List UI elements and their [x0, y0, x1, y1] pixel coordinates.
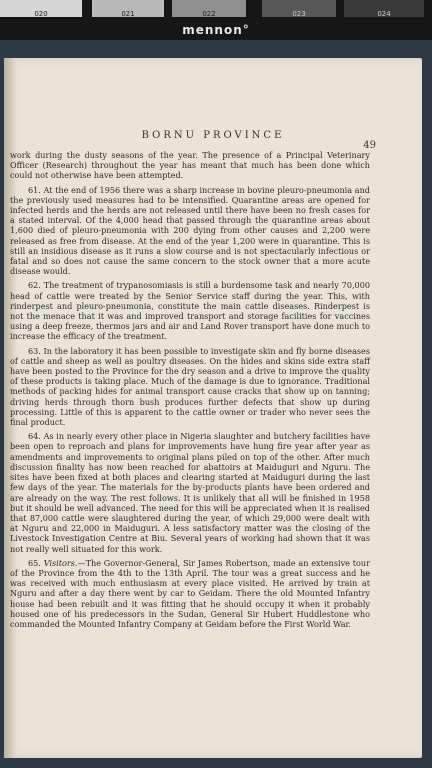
- body-text: [10, 150, 370, 633]
- paragraph-65: [10, 558, 370, 629]
- page-number: 49: [363, 140, 376, 151]
- swatch-label: 020: [34, 10, 48, 18]
- brand-logo: mennon°: [182, 23, 250, 37]
- page-header: BORNU PROVINCE: [141, 130, 285, 141]
- swatch-021: [92, 0, 164, 17]
- paragraph-62: 62. The treatment of trypanosomiasis is still a burdensome task and nearly 70,000 head of cattle were treated by the Senior Service staff during the year. This, with rinderpest and pleuro-pneumonia, constitute the main cattle diseases. Rinderpest is not the menace that it was and improved transport and storage facilities for vaccines using a deep freeze, thermos jars and air and Land Rover transport have done much to increase the efficacy of the treatment.: [10, 280, 370, 342]
- color-swatches: [0, 0, 432, 20]
- swatch-label: 023: [292, 10, 306, 18]
- paragraph-text: —The Governor-General, Sir James Robertson, made an extensive tour of the Province from the 4th to the 13th April. The tour was a great success and he was received with much enthusiasm at every place visited. He arrived by train at Nguru and after a day there went by car to Geidam. There the old Mounted Infantry house had been rebuilt and it was fitting that he should occupy it when it probably housed one of his predecessors in the Sudan, General Sir Hubert Huddlestone who commanded the Mounted Infantry Company at Geidam before the First World War.: [10, 557, 370, 629]
- swatch-label: 024: [377, 10, 391, 18]
- swatch-023: [262, 0, 336, 17]
- paragraph-64: 64. As in nearly every other place in Nigeria slaughter and butchery facilities have been open to reproach and plans for improvements have hung fire year after year as amendments and improvements to original plans piled on top of the other. After much discussion finality has now been reached for abattoirs at Maiduguri and Nguru. The sites have been fixed at both places and clearing started at Maiduguri during the last few days of the year. The materials for the by-products plants have been ordered and are already on the way. The rest follows. It is unlikely that all will be finished in 1958 but it should be well advanced. The need for this will be appreciated when it is realised that 87,000 cattle were slaughtered during the year, of which 29,000 were dealt with at Nguru and 22,000 in Maiduguri. A less satisfactory matter was the closing of the Livestock Investigation Centre at Biu. Several years of working had shown that it was not really well situated for this work.: [10, 431, 370, 554]
- section-heading: Visitors.: [43, 557, 78, 568]
- paragraph-60-continued: work during the dusty seasons of the year. The presence of a Principal Veterinary Officer (Research) throughout the year has meant that much has been done which could not otherwise have been attempted.: [10, 150, 370, 181]
- document-page: [4, 58, 422, 758]
- swatch-020: [0, 0, 82, 17]
- swatch-label: 022: [202, 10, 216, 18]
- swatch-022: [172, 0, 246, 17]
- swatch-024: [344, 0, 424, 17]
- calibration-bar: [0, 0, 432, 40]
- paragraph-63: 63. In the laboratory it has been possible to investigate skin and fly borne diseases of cattle and sheep as well as poultry diseases. On the hides and skins side extra staff have been posted to the Province for the dry season and a drive to improve the quality of these products is taking place. Much of the damage is due to ignorance. Traditional methods of packing hides for animal transport cause cracks that show up on tanning; driving herds through thorn bush produces further defects that show up during processing. Little of this is apparent to the cattle owner or trader who never sees the final product.: [10, 345, 370, 428]
- paragraph-61: 61. At the end of 1956 there was a sharp increase in bovine pleuro-pneumonia and the previously used measures had to be intensified. Quarantine areas are opened for infected herds and the herds are not released until there have been no fresh cases for a stated interval. Of the 4,000 head that passed through the quarantine areas about 1,600 died of pleuro-pneumonia with 200 dying from other causes and 2,200 were released as free from disease. At the end of the year 1,200 were in quarantine. This is still an insidious disease as it runs a slow course and is not spectacularly infectious or fatal and so does not cause the same concern to the stock owner that a more acute disease would.: [10, 184, 370, 277]
- paragraph-number: 65.: [28, 557, 41, 568]
- swatch-label: 021: [121, 10, 135, 18]
